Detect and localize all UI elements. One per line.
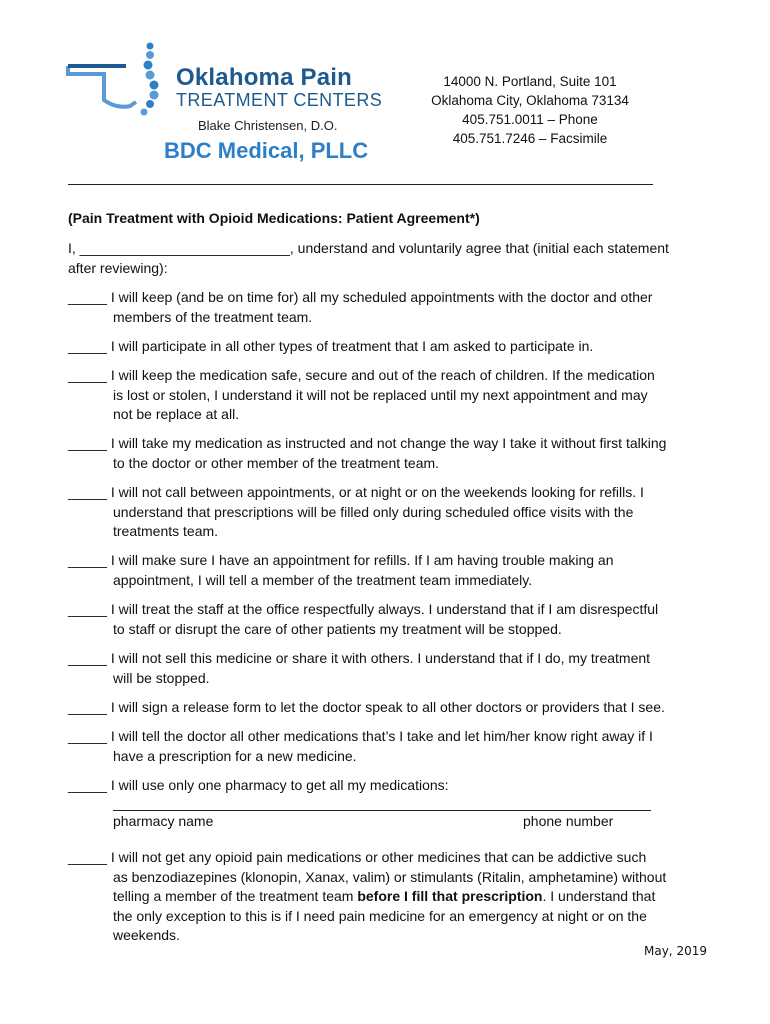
item-line: _____ I will use only one pharmacy to get all my medications: <box>68 777 449 793</box>
item-line: understand that prescriptions will be filled only during scheduled office visits with the <box>113 503 634 520</box>
brand-name: Oklahoma Pain <box>176 64 352 91</box>
item-line: have a prescription for a new medicine. <box>113 747 357 764</box>
pharmacy-name-label: pharmacy name <box>113 813 214 829</box>
clinic-logo <box>64 42 394 167</box>
item-line: _____ I will keep the medication safe, secure and out of the reach of children. If the medication <box>68 367 655 383</box>
address-city: Oklahoma City, Oklahoma 73134 <box>431 93 629 108</box>
item-line: is lost or stolen, I understand it will not be replaced until my next appointment and may <box>113 386 648 403</box>
agreement-item <box>68 727 704 766</box>
item-line: the only exception to this is if I need pain medicine for an emergency at night or on the <box>113 907 647 924</box>
item-line: _____ I will make sure I have an appointment for refills. If I am having trouble making an <box>68 552 614 568</box>
agreement-item <box>68 288 704 327</box>
item-line: weekends. <box>113 927 180 943</box>
item-line: to the doctor or other member of the treatment team. <box>113 454 440 471</box>
agreement-item <box>68 434 704 473</box>
item-line: not be replace at all. <box>113 406 240 422</box>
item-emphasis: before I fill that prescription <box>357 888 543 904</box>
item-line: to staff or disrupt the care of other patients my treatment will be stopped. <box>113 620 562 637</box>
agreement-intro <box>68 239 704 278</box>
intro-line: after reviewing): <box>68 259 168 276</box>
item-line: will be stopped. <box>113 669 210 686</box>
footer-date: May, 2019 <box>644 944 707 958</box>
phone-number-label: phone number <box>523 813 614 829</box>
pharmacy-signature-line[interactable] <box>113 810 651 811</box>
agreement-item <box>68 698 704 718</box>
item-line: appointment, I will tell a member of the treatment team immediately. <box>113 571 533 588</box>
item-line: _____ I will participate in all other types of treatment that I am asked to participate in. <box>68 338 594 354</box>
doctor-name: Blake Christensen, D.O. <box>198 118 338 133</box>
company-name: BDC Medical, PLLC <box>164 138 369 163</box>
brand-subtitle: TREATMENT CENTERS <box>176 90 383 110</box>
intro-line: I, ___________________________, understand and voluntarily agree that (initial each statement <box>68 240 669 256</box>
address-phone: 405.751.0011 – Phone <box>462 112 598 127</box>
item-line: treatments team. <box>113 523 219 539</box>
clinic-address <box>410 72 650 148</box>
agreement-item <box>68 337 704 357</box>
item-line: _____ I will not call between appointments, or at night or on the weekends looking for refills. I <box>68 484 644 500</box>
item-line: _____ I will not sell this medicine or share it with others. I understand that if I do, my treatment <box>68 650 651 666</box>
address-fax: 405.751.7246 – Facsimile <box>452 131 608 146</box>
agreement-title: (Pain Treatment with Opioid Medications: Patient Agreement*) <box>68 210 480 226</box>
item-text: telling a member of the treatment team <box>113 888 358 904</box>
address-street: 14000 N. Portland, Suite 101 <box>443 74 617 89</box>
oklahoma-map-icon <box>64 42 176 122</box>
agreement-item <box>68 776 704 796</box>
agreement-item <box>68 551 704 590</box>
agreement-item <box>68 649 704 688</box>
item-line: as benzodiazepines (klonopin, Xanax, valim) or stimulants (Ritalin, amphetamine) without <box>113 868 667 885</box>
item-line-bold-segment <box>68 887 704 907</box>
agreement-item <box>68 483 704 542</box>
header-divider <box>68 184 653 185</box>
item-line: _____ I will keep (and be on time for) all my scheduled appointments with the doctor and other <box>68 289 653 305</box>
item-text: . I understand that <box>542 888 656 904</box>
item-line: members of the treatment team. <box>113 308 313 325</box>
agreement-item <box>68 366 704 425</box>
item-line: _____ I will sign a release form to let the doctor speak to all other doctors or providers that I see. <box>68 699 665 715</box>
item-line: _____ I will not get any opioid pain medications or other medicines that can be addictive such <box>68 849 647 865</box>
item-line: _____ I will take my medication as instructed and not change the way I take it without first talking <box>68 435 667 451</box>
item-line: _____ I will treat the staff at the office respectfully always. I understand that if I am disrespectful <box>68 601 659 617</box>
agreement-item <box>68 848 704 946</box>
item-line: _____ I will tell the doctor all other medications that’s I take and let him/her know right away if I <box>68 728 653 744</box>
agreement-item <box>68 600 704 639</box>
